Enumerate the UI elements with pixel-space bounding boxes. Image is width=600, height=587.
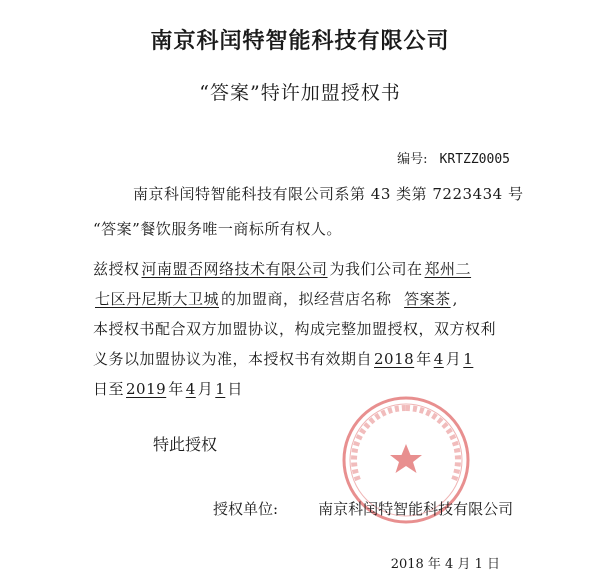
end-month: 4 — [185, 380, 196, 398]
company-title: 南京科闰特智能科技有限公司 — [150, 29, 450, 54]
end-day: 1 — [215, 380, 226, 398]
paragraph-line-6 — [93, 348, 475, 369]
serial-value: KRTZZ0005 — [439, 152, 510, 167]
paragraph-line-2: “答案”餐饮服务唯一商标所有权人。 — [93, 220, 342, 238]
end-year-label: 年 — [168, 380, 184, 398]
document-subtitle: “答案”特许加盟授权书 — [199, 82, 401, 104]
special-grant: 特此授权 — [153, 435, 218, 454]
start-month: 4 — [433, 350, 444, 368]
paragraph-line-7 — [93, 378, 243, 399]
end-day-label: 日 — [227, 380, 243, 398]
authorizing-unit — [213, 498, 513, 519]
serial-label: 编号: — [397, 152, 428, 167]
paragraph-line-5: 本授权书配合双方加盟协议，构成完整加盟授权，双方权利 — [93, 320, 497, 338]
auth-prefix: 兹授权 — [93, 260, 140, 278]
auth-mid: 为我们公司在 — [329, 260, 423, 278]
paragraph-line-4: 七区丹尼斯大卫城 的加盟商，拟经营店名称 答案茶 , — [95, 290, 458, 308]
location-part-2: 七区丹尼斯大卫城 — [95, 290, 220, 308]
start-day: 1 — [463, 350, 474, 368]
unit-name: 南京科闰特智能科技有限公司 — [318, 500, 514, 518]
day-to-label: 日至 — [93, 380, 125, 398]
end-month-label: 月 — [197, 380, 214, 398]
unit-label: 授权单位: — [213, 500, 279, 518]
serial-number — [397, 148, 510, 167]
issue-date: 2018 年 4 月 1 日 — [390, 557, 500, 572]
location-part-1: 郑州二 — [424, 260, 472, 278]
store-name: 答案茶 — [404, 290, 451, 308]
start-year: 2018 — [374, 350, 415, 368]
paragraph-line-1: 南京科闰特智能科技有限公司系第 43 类第 7223434 号 — [133, 185, 524, 203]
validity-prefix: 义务以加盟协议为准，本授权书有效期自 — [93, 350, 373, 368]
end-year: 2019 — [126, 380, 167, 398]
licensee-name: 河南盟否网络技术有限公司 — [141, 260, 328, 278]
year-label: 年 — [416, 350, 432, 368]
paragraph-line-3 — [93, 258, 473, 279]
month-label: 月 — [445, 350, 462, 368]
franchisee-text: 的加盟商，拟经营店名称 — [221, 290, 392, 308]
